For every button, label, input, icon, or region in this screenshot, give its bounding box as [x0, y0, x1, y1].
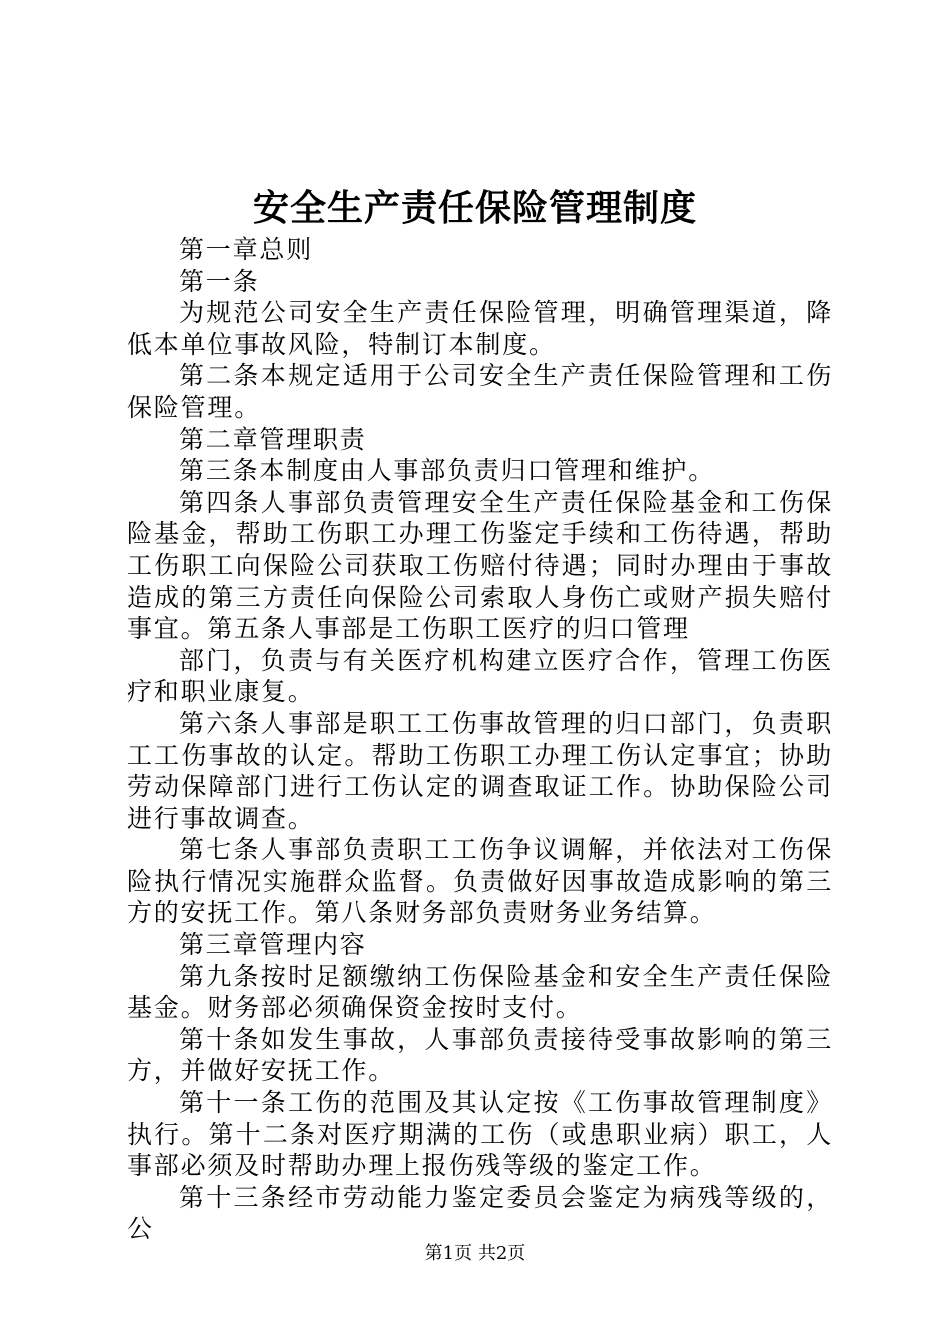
paragraph: 为规范公司安全生产责任保险管理，明确管理渠道，降低本单位事故风险，特制订本制度。 — [127, 298, 833, 359]
paragraph: 部门，负责与有关医疗机构建立医疗合作，管理工伤医疗和职业康复。 — [127, 645, 833, 707]
chapter-heading: 第一章总则 — [179, 235, 314, 264]
article-heading: 第一条 — [179, 266, 260, 296]
chapter-heading: 第二章管理职责 — [179, 424, 367, 454]
paragraph: 第十三条经市劳动能力鉴定委员会鉴定为病残等级的，公 — [127, 1182, 833, 1244]
paragraph: 第十条如发生事故，人事部负责接待受事故影响的第三方，并做好安抚工作。 — [127, 1024, 833, 1086]
paragraph: 第六条人事部是职工工伤事故管理的归口部门，负责职工工伤事故的认定。帮助工伤职工办理工伤认定事宜；协助劳动保障部门进行工伤认定的调查取证工作。协助保险公司进行事故调查。 — [127, 708, 833, 833]
paragraph: 第九条按时足额缴纳工伤保险基金和安全生产责任保险基金。财务部必须确保资金按时支付。 — [127, 961, 833, 1023]
paragraph: 第十一条工伤的范围及其认定按《工伤事故管理制度》执行。第十二条对医疗期满的工伤（或患职业病）职工，人事部必须及时帮助办理上报伤残等级的鉴定工作。 — [127, 1088, 833, 1181]
paragraph: 第三条本制度由人事部负责归口管理和维护。 — [179, 456, 716, 486]
paragraph: 第二条本规定适用于公司安全生产责任保险管理和工伤保险管理。 — [127, 361, 833, 422]
document-body — [127, 234, 833, 1245]
paragraph: 第七条人事部负责职工工伤争议调解，并依法对工伤保险执行情况实施群众监督。负责做好因事故造成影响的第三方的安抚工作。第八条财务部负责财务业务结算。 — [127, 835, 833, 928]
chapter-heading: 第三章管理内容 — [179, 930, 367, 960]
paragraph: 第四条人事部负责管理安全生产责任保险基金和工伤保险基金，帮助工伤职工办理工伤鉴定手续和工伤待遇，帮助工伤职工向保险公司获取工伤赔付待遇；同时办理由于事故造成的第三方责任向保险公司索取人身伤亡或财产损失赔付事宜。第五条人事部是工伤职工医疗的归口管理 — [127, 487, 833, 644]
document-title: 安全生产责任保险管理制度 — [252, 187, 697, 229]
page-footer: 第1页 共2页 — [424, 1243, 526, 1264]
